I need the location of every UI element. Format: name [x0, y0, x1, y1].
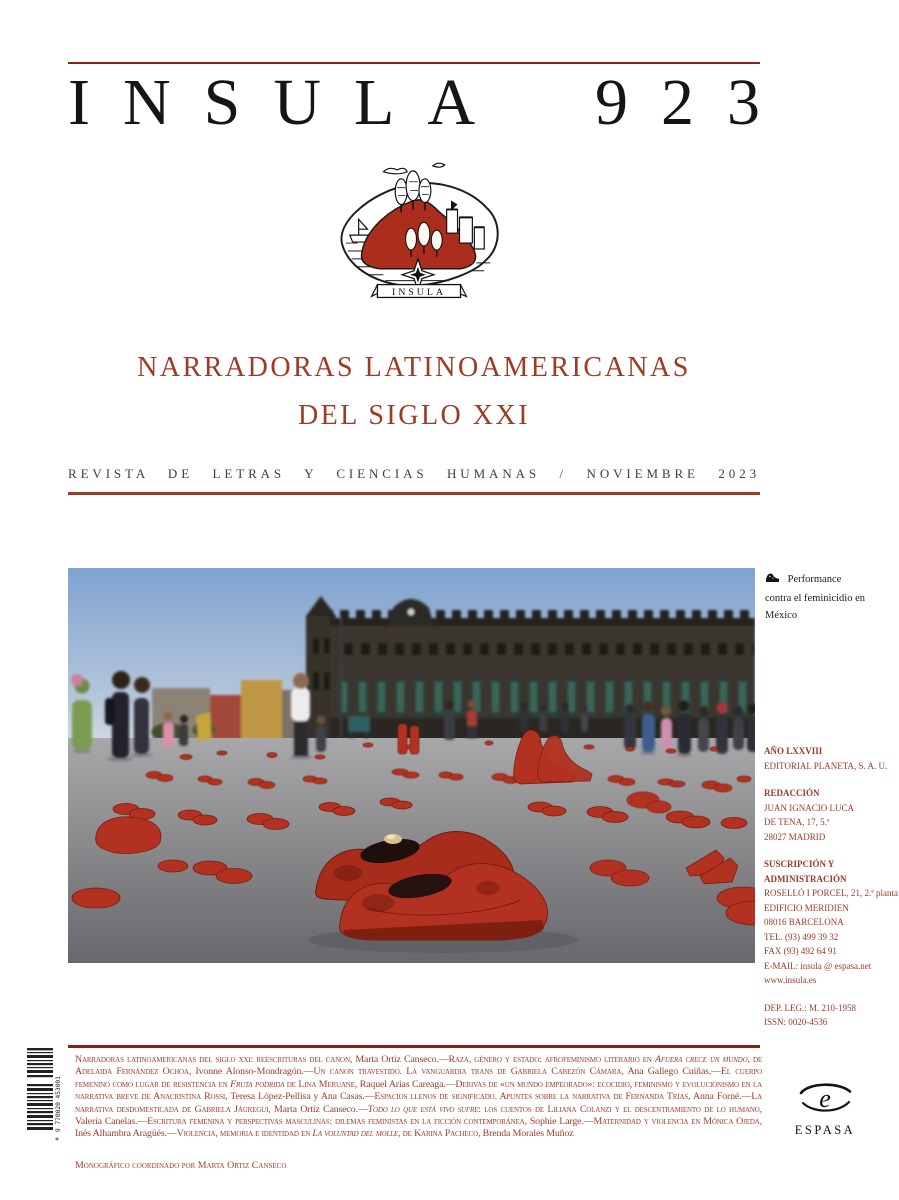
insula-island-logo-icon	[328, 160, 506, 308]
photo-caption-lines	[765, 574, 869, 624]
publisher-logo	[792, 1080, 858, 1138]
contents-segment: , de Karina Pacheco	[398, 1128, 479, 1140]
imprint-line: 28027 MADRID	[764, 831, 826, 842]
contents-segment: Violencia, memoria e identidad en	[176, 1128, 313, 1140]
contents-segment: , Ivonne Alonso-Mondragón.—	[188, 1066, 314, 1078]
contents-segment: , Sophie Large.—	[524, 1116, 594, 1128]
caption-line: México	[765, 610, 798, 621]
subtitle-bar: REVISTA DE LETRAS Y CIENCIAS HUMANAS / NOVIEMBRE 2023	[68, 466, 760, 481]
island-woodcut	[328, 160, 506, 306]
contents-segment: Afuera crece un mundo	[654, 1054, 748, 1065]
contents-segment: Fruta podrida	[230, 1078, 285, 1090]
contents-segment: Espacios llenos de significado. Apuntes sobre la narrativa de Fernanda Trías	[374, 1091, 689, 1103]
imprint-line: EDIFICIO MERIDIEN	[764, 902, 849, 913]
contents-segment: , Anna Forné.—	[688, 1091, 752, 1103]
contents-segment: , Ana Gallego Cuiñas.—	[621, 1066, 721, 1078]
imprint-section	[764, 786, 898, 844]
cover-title-line2: DEL SIGLO XXI	[297, 400, 531, 431]
imprint-line: 08016 BARCELONA	[764, 917, 844, 927]
caption-line: contra el feminicidio en	[765, 593, 866, 604]
contents-segment: : los cuentos de Liliana Colanzi y el descentramiento de lo humano	[478, 1103, 760, 1115]
contents-segment: , de Adelaida Fernández Ochoa	[75, 1054, 762, 1078]
imprint-line: www.insula.es	[764, 975, 817, 985]
masthead	[68, 66, 793, 139]
contents-rule	[68, 1045, 760, 1048]
imprint-line: DEP. LEG.: M. 210-1958	[764, 1002, 856, 1013]
contents-segment: Maternidad y violencia en Mónica Ojeda	[593, 1116, 760, 1128]
logo-banner	[372, 285, 467, 298]
publisher-name: ESPASA	[794, 1123, 856, 1137]
imprint-line: ISSN: 0020-4536	[764, 1017, 828, 1027]
contents-segment: La voluntad del molle	[312, 1128, 399, 1140]
contents-segment: Todo lo que está vivo sufre	[367, 1103, 479, 1115]
contents-segment: Raza, género y estado: afrofeminismo literario en	[448, 1054, 655, 1065]
imprint-line: REDACCIÓN	[764, 788, 820, 798]
cover-title-line1: NARRADORAS LATINOAMERICANAS	[137, 352, 691, 383]
photo-caption	[765, 571, 869, 624]
imprint-line: JUAN IGNACIO LUCA	[764, 802, 854, 813]
imprint-section	[764, 744, 898, 773]
imprint-line: TEL. (93) 499 39 32	[764, 931, 839, 942]
imprint-line: FAX (93) 492 64 91	[764, 946, 837, 956]
imprint-line: DE TENA, 17, 5.ª	[764, 817, 830, 827]
contents-segment: , Inés Alhambra Aragüés.—	[75, 1116, 763, 1140]
contents-segment: , Marta Ortiz Canseco.—	[268, 1103, 368, 1115]
cover-photo	[68, 568, 755, 963]
imprint-line: ADMINISTRACIÓN	[764, 873, 847, 884]
trees-top	[395, 171, 431, 213]
contents-segment: Un canon travestido. La vanguardia trans de Gabriela Cabezón Cámara	[313, 1066, 622, 1078]
imprint-section	[764, 857, 898, 988]
imprint-line: SUSCRIPCIÓN Y	[764, 859, 835, 869]
masthead-issue-number: 923	[595, 66, 793, 139]
contents-segment: , Raquel Arias Careaga.—	[354, 1078, 456, 1090]
contents-text	[75, 1054, 762, 1141]
contents-segment: El cuerpo femenino como lugar de resistencia en	[75, 1066, 762, 1090]
logo-banner-text: INSULA	[391, 286, 446, 298]
imprint-line: E-MAIL: insula @ espasa.net	[764, 960, 872, 971]
barcode-mark: *	[55, 1136, 59, 1145]
subtitle-rule	[68, 492, 760, 495]
espasa-eye-icon	[793, 1080, 857, 1116]
imprint-line: EDITORIAL PLANETA, S. A. U.	[764, 760, 888, 771]
contents-segment: , Marta Ortiz Canseco.—	[349, 1054, 449, 1065]
contents-segment: Derivas de «un mundo empeorado»: ecocidio, feminismo y evolucionismo en la narrativa breve de Anacristina Rossi	[75, 1078, 763, 1103]
coordinator-line: Monográfico coordinado por Marta Ortiz Canseco	[75, 1160, 287, 1171]
contents-segment: , Teresa López-Pellisa y Ana Casas.—	[225, 1091, 375, 1103]
masthead-title: INSULA	[68, 66, 508, 139]
cover-title	[68, 344, 760, 440]
contents-segment: , Brenda Morales Muñoz	[478, 1128, 574, 1140]
barcode-number: 9 770020 453001	[55, 1076, 62, 1132]
imprint-line: ROSELLÓ I PORCEL, 21, 2.ª planta	[764, 888, 898, 898]
imprint-line: AÑO LXXVIII	[764, 746, 823, 756]
imprint-section	[764, 1001, 898, 1030]
contents-segment: , Valeria Canelas.—	[75, 1103, 762, 1128]
contents-segment: Escritura femenina y perspectivas masculinas: dilemas feministas en la ficción contemporánea	[147, 1116, 525, 1128]
contents-segment: La narrativa desdomesticada de Gabriela Jáuregui	[75, 1091, 762, 1115]
contents-segment: de Lina Meruane	[284, 1078, 355, 1090]
caption-line: Performance	[787, 574, 842, 585]
top-rule	[68, 62, 760, 64]
espasa-e-letter: e	[819, 1084, 831, 1113]
shoe-icon	[765, 572, 780, 590]
contents-segment: Narradoras latinoamericanas del siglo xxi: reescrituras del canon	[75, 1054, 350, 1065]
imprint	[764, 744, 898, 1043]
issn-barcode	[27, 1048, 67, 1151]
